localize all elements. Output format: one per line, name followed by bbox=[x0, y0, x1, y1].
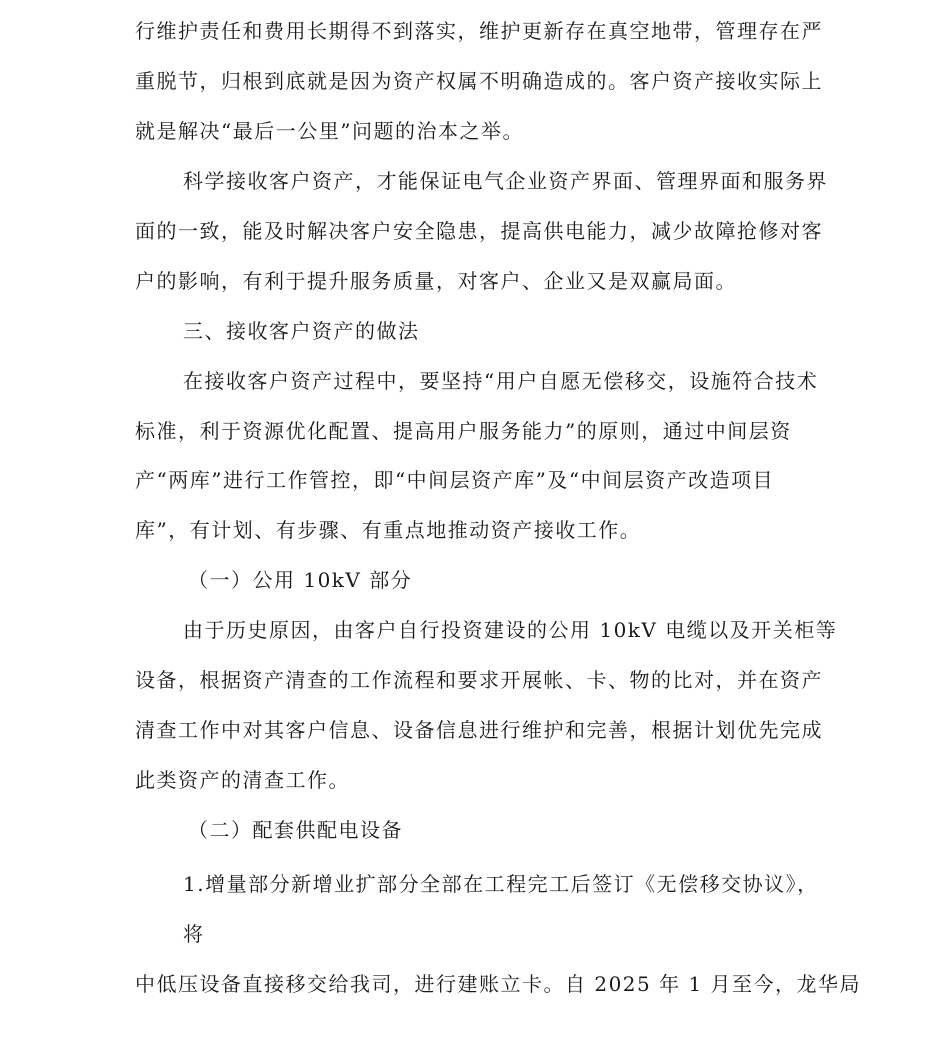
paragraph-line: 此类资产的清查工作。 bbox=[135, 768, 350, 792]
section-heading: 三、接收客户资产的做法 bbox=[183, 319, 420, 343]
paragraph-line: 行维护责任和费用长期得不到落实，维护更新存在真空地带，管理存在严 bbox=[135, 19, 823, 43]
paragraph-line: 面的一致，能及时解决客户安全隐患，提高供电能力，减少故障抢修对客 bbox=[135, 219, 823, 243]
subsection-heading: （一）公用 10kV 部分 bbox=[188, 568, 413, 592]
paragraph-line: 重脱节，归根到底就是因为资产权属不明确造成的。客户资产接收实际上 bbox=[135, 69, 823, 93]
paragraph-line: 库”，有计划、有步骤、有重点地推动资产接收工作。 bbox=[135, 518, 642, 542]
paragraph-line: 清查工作中对其客户信息、设备信息进行维护和完善，根据计划优先完成 bbox=[135, 718, 823, 742]
paragraph-line: 户的影响，有利于提升服务质量，对客户、企业又是双赢局面。 bbox=[135, 269, 737, 293]
paragraph-line: 产“两库”进行工作管控，即“中间层资产库”及“中间层资产改造项目 bbox=[135, 468, 775, 492]
paragraph-line: 中低压设备直接移交给我司，进行建账立卡。自 2025 年 1 月至今，龙华局 bbox=[135, 972, 862, 996]
paragraph-line: 在接收客户资产过程中，要坚持“用户自愿无偿移交，设施符合技术 bbox=[183, 369, 819, 393]
subsection-heading: （二）配套供配电设备 bbox=[188, 818, 403, 842]
paragraph-line: 就是解决“最后一公里”问题的治本之举。 bbox=[135, 119, 524, 143]
paragraph-line: 由于历史原因，由客户自行投资建设的公用 10kV 电缆以及开关柜等 bbox=[183, 618, 838, 642]
paragraph-line: 1.增量部分新增业扩部分全部在工程完工后签订《无偿移交协议》， bbox=[183, 872, 819, 896]
paragraph-line: 科学接收客户资产，才能保证电气企业资产界面、管理界面和服务界 bbox=[183, 169, 828, 193]
paragraph-line: 将 bbox=[183, 922, 205, 946]
paragraph-line: 标准，利于资源优化配置、提高用户服务能力”的原则，通过中间层资 bbox=[135, 419, 792, 443]
paragraph-line: 设备，根据资产清查的工作流程和要求开展帐、卡、物的比对，并在资产 bbox=[135, 668, 823, 692]
